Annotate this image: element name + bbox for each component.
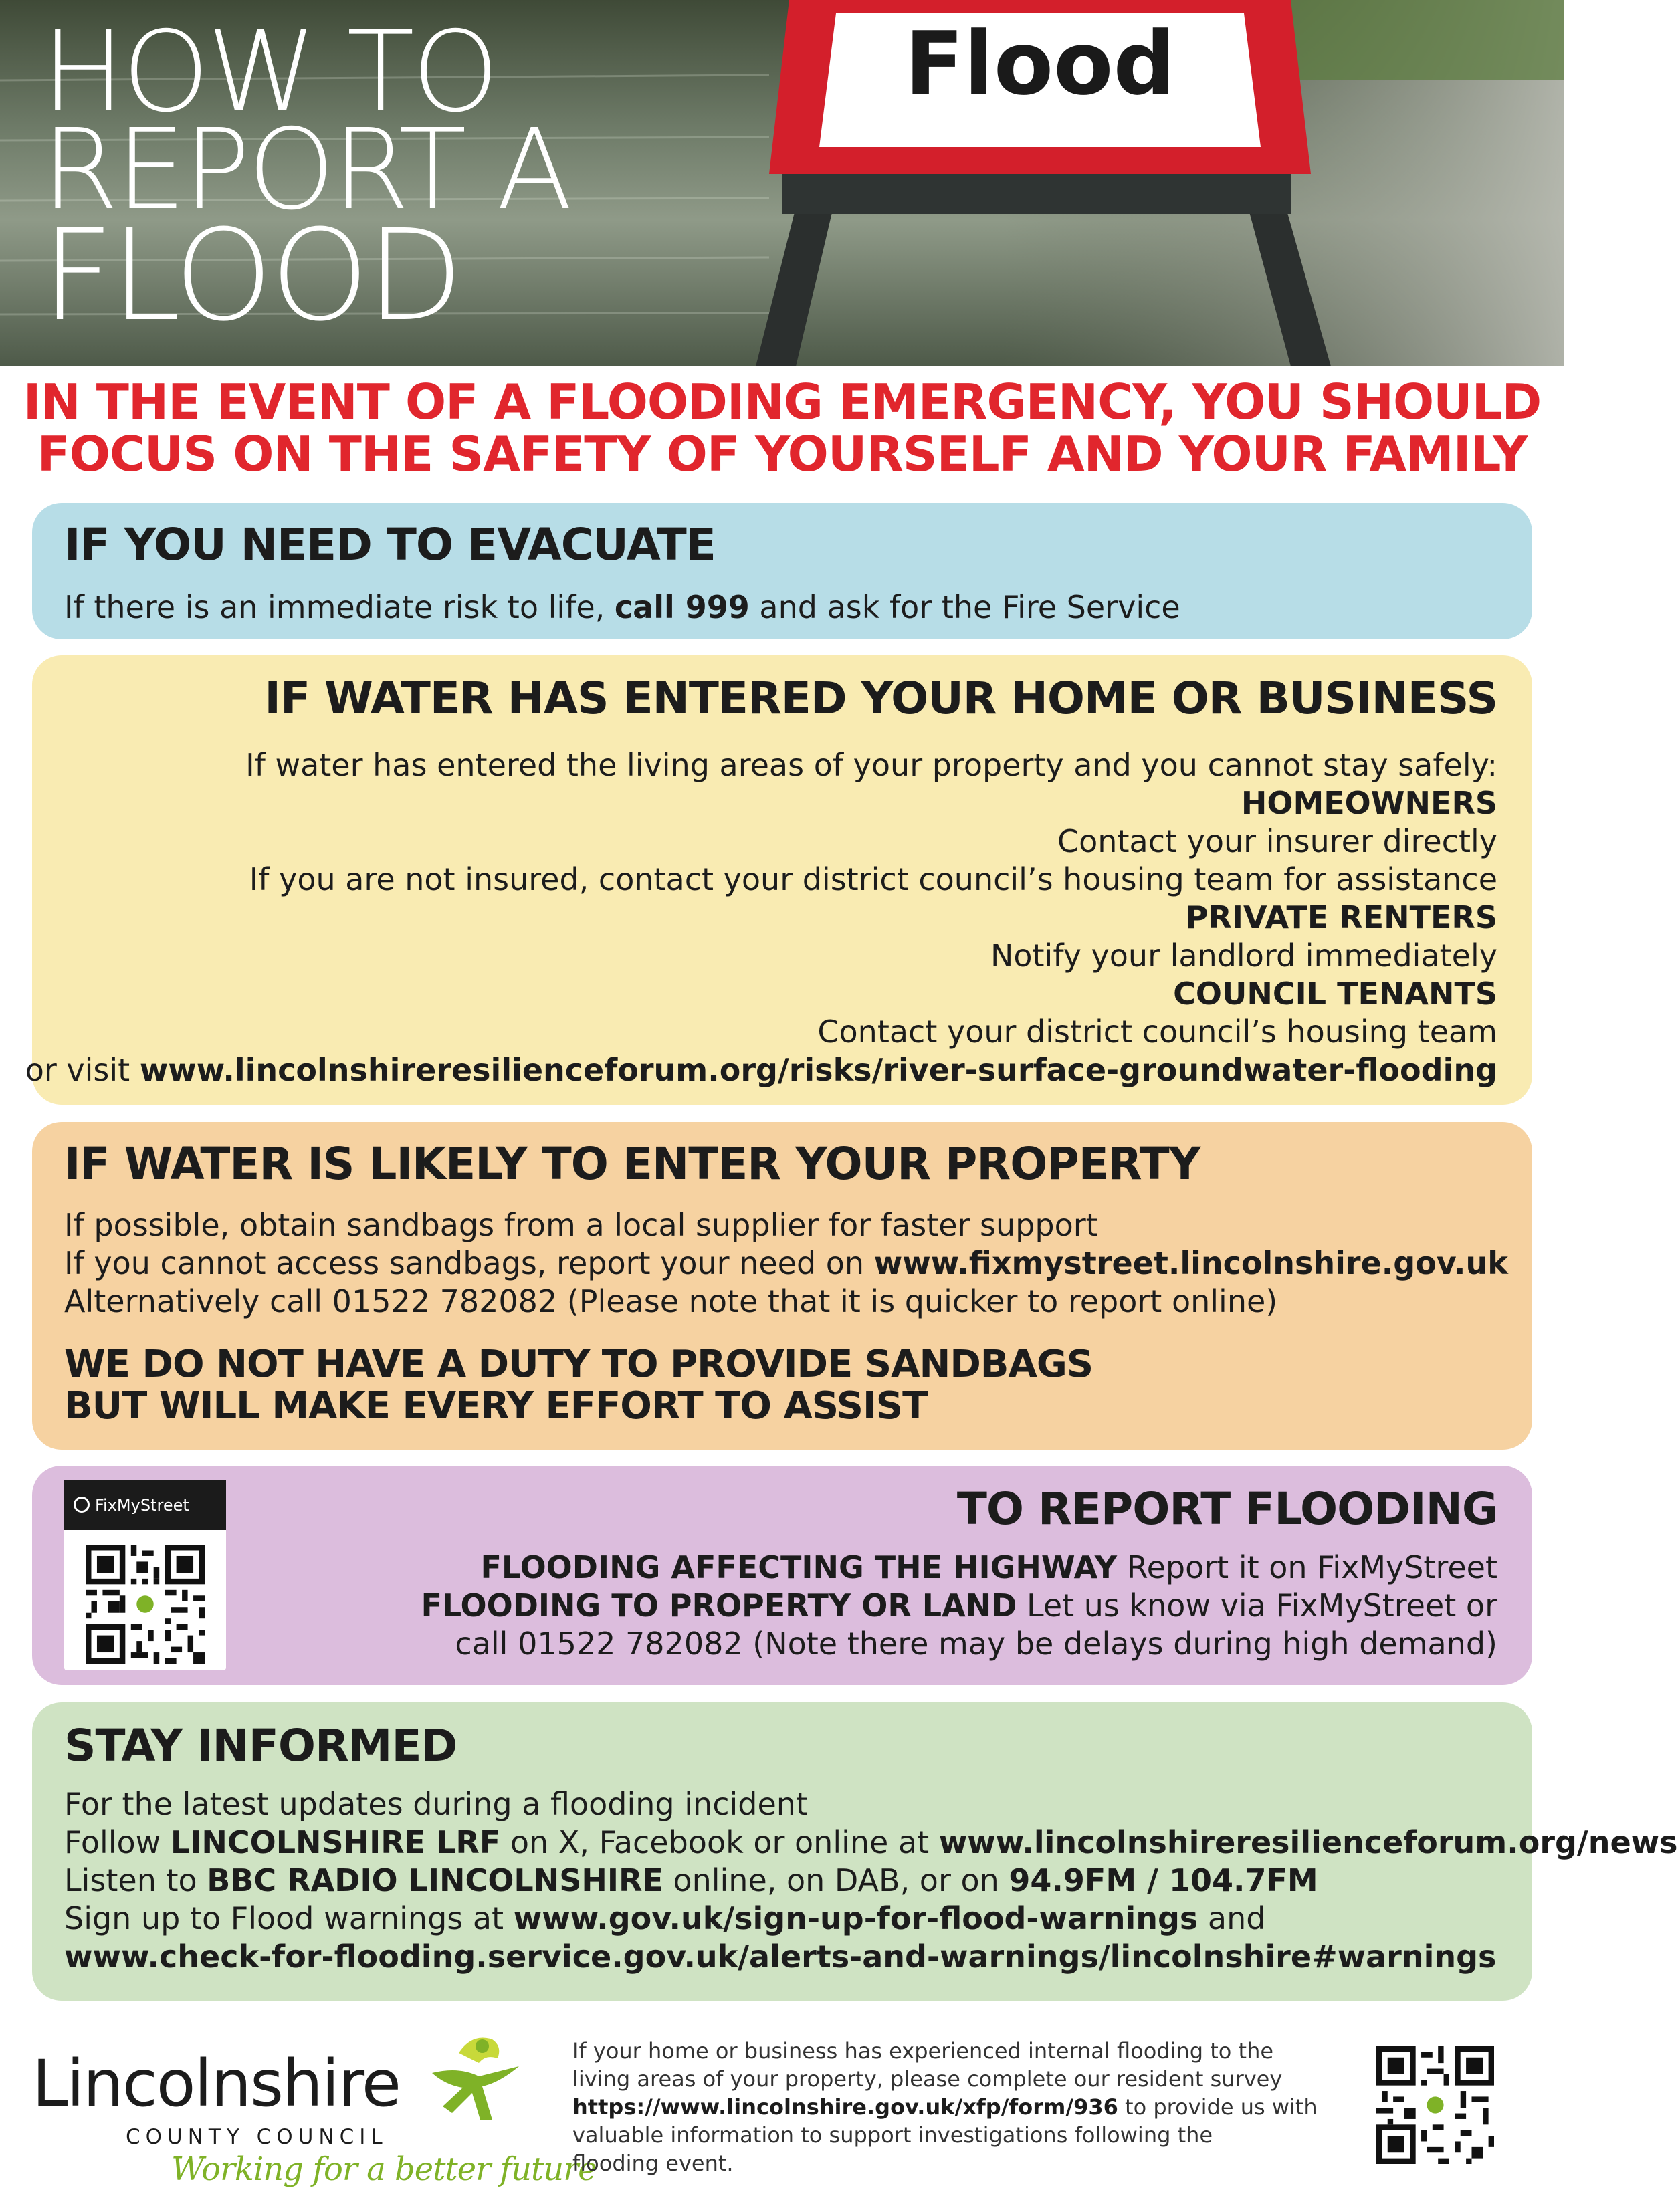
check-flooding-line bbox=[64, 1938, 1678, 1976]
visit-line bbox=[25, 1051, 1497, 1089]
text: Listen to bbox=[64, 1862, 207, 1898]
logo-word: Lincolnshire bbox=[32, 2046, 400, 2121]
survey-qr-code-icon[interactable] bbox=[1376, 2046, 1494, 2164]
survey-line: living areas of your property, please complete our resident survey bbox=[572, 2066, 1283, 2092]
call-999-text: call 999 bbox=[614, 589, 750, 625]
title-line: REPORT A bbox=[41, 106, 570, 235]
sandbag-report-text bbox=[64, 1244, 1508, 1283]
logo-subtitle: COUNTY COUNCIL bbox=[126, 2125, 388, 2149]
sandbag-duty-note bbox=[64, 1344, 1093, 1427]
text: Let us know via FixMyStreet or bbox=[1017, 1587, 1497, 1624]
intro-text: If water has entered the living areas of your property and you cannot stay safely: bbox=[245, 747, 1497, 783]
sign-text: Flood bbox=[904, 13, 1176, 114]
text: and bbox=[1198, 1900, 1266, 1937]
tenants-label: COUNCIL TENANTS bbox=[1173, 976, 1497, 1012]
text: If you cannot access sandbags, report your need on bbox=[64, 1245, 874, 1281]
qr-code-icon bbox=[86, 1545, 205, 1664]
survey-line: valuable information to support investigations following the bbox=[572, 2122, 1213, 2148]
resident-survey-text bbox=[572, 2037, 1348, 2177]
text: to provide us with bbox=[1118, 2094, 1318, 2120]
imp-figure-icon bbox=[419, 2026, 526, 2126]
signup-text bbox=[64, 1900, 1678, 1938]
property-text bbox=[421, 1587, 1497, 1625]
fixmystreet-label: FixMyStreet bbox=[95, 1496, 189, 1515]
text: Follow bbox=[64, 1824, 171, 1860]
text: or visit bbox=[25, 1052, 140, 1088]
fixmystreet-link[interactable]: www.fixmystreet.lincolnshire.gov.uk bbox=[873, 1245, 1508, 1281]
survey-line: flooding event. bbox=[572, 2150, 734, 2176]
property-phone-text: call 01522 782082 (Note there may be delays during high demand) bbox=[455, 1626, 1497, 1662]
headline-line: IN THE EVENT OF A FLOODING EMERGENCY, YOU SHOULD bbox=[23, 374, 1542, 430]
homeowners-label: HOMEOWNERS bbox=[1241, 785, 1497, 821]
sandbag-text: If possible, obtain sandbags from a local supplier for faster support bbox=[64, 1207, 1098, 1243]
title-line: HOW TO bbox=[41, 8, 497, 137]
water-likely-lines bbox=[64, 1206, 1508, 1321]
follow-text bbox=[64, 1823, 1678, 1862]
radio-text bbox=[64, 1862, 1678, 1900]
title-line: FLOOD bbox=[41, 203, 461, 349]
page-title bbox=[41, 8, 570, 349]
survey-line: If your home or business has experienced internal flooding to the bbox=[572, 2038, 1274, 2064]
report-flooding-lines bbox=[421, 1549, 1497, 1663]
text: Sign up to Flood warnings at bbox=[64, 1900, 514, 1937]
text: and ask for the Fire Service bbox=[749, 589, 1180, 625]
homeowners-text: Contact your insurer directly bbox=[1057, 823, 1497, 859]
water-entered-lines bbox=[25, 746, 1497, 1089]
flood-warnings-link[interactable]: www.gov.uk/sign-up-for-flood-warnings bbox=[513, 1900, 1198, 1937]
renters-label: PRIVATE RENTERS bbox=[1185, 899, 1497, 935]
hero-banner bbox=[0, 0, 1564, 366]
resilience-forum-link[interactable]: www.lincolnshireresilienceforum.org/risks/river-surface-groundwater-flooding bbox=[139, 1052, 1497, 1088]
evacuate-heading: IF YOU NEED TO EVACUATE bbox=[64, 519, 716, 570]
evacuate-panel bbox=[32, 503, 1532, 639]
headline-line: FOCUS ON THE SAFETY OF YOURSELF AND YOUR FAMILY bbox=[37, 426, 1528, 482]
lincolnshire-logo bbox=[32, 2026, 597, 2188]
safety-headline bbox=[0, 376, 1564, 480]
text: online, on DAB, or on bbox=[663, 1862, 1009, 1898]
report-flooding-panel bbox=[32, 1466, 1532, 1685]
text: If there is an immediate risk to life, bbox=[64, 589, 615, 625]
property-label: FLOODING TO PROPERTY OR LAND bbox=[421, 1587, 1017, 1624]
survey-link[interactable]: https://www.lincolnshire.gov.uk/xfp/form/936 bbox=[572, 2094, 1118, 2120]
stay-informed-heading: STAY INFORMED bbox=[64, 1720, 457, 1771]
fixmystreet-logo bbox=[64, 1480, 226, 1530]
phone-text: Alternatively call 01522 782082 (Please note that it is quicker to report online) bbox=[64, 1283, 1278, 1319]
tenants-text: Contact your district council’s housing team bbox=[817, 1014, 1497, 1050]
lrf-news-link[interactable]: www.lincolnshireresilienceforum.org/news bbox=[938, 1824, 1678, 1860]
fixmystreet-icon bbox=[74, 1497, 90, 1513]
report-flooding-heading: TO REPORT FLOODING bbox=[956, 1483, 1497, 1535]
updates-text: For the latest updates during a flooding incident bbox=[64, 1786, 808, 1822]
stay-informed-lines bbox=[64, 1785, 1678, 1976]
homeowners-text: If you are not insured, contact your district council’s housing team for assistance bbox=[249, 861, 1497, 897]
radio-label: BBC RADIO LINCOLNSHIRE bbox=[207, 1862, 663, 1898]
fixmystreet-qr-card[interactable] bbox=[64, 1480, 226, 1670]
water-likely-panel bbox=[32, 1122, 1532, 1450]
water-entered-panel bbox=[25, 655, 1532, 1105]
note-line: BUT WILL MAKE EVERY EFFORT TO ASSIST bbox=[64, 1384, 928, 1428]
renters-text: Notify your landlord immediately bbox=[990, 937, 1497, 974]
stay-informed-panel bbox=[32, 1702, 1678, 2001]
highway-label: FLOODING AFFECTING THE HIGHWAY bbox=[480, 1549, 1118, 1585]
text: on X, Facebook or online at bbox=[500, 1824, 939, 1860]
check-flooding-link[interactable]: www.check-for-flooding.service.gov.uk/alerts-and-warnings/lincolnshire#warnings bbox=[64, 1939, 1497, 1975]
logo-tagline: Working for a better future bbox=[171, 2150, 597, 2188]
water-entered-heading: IF WATER HAS ENTERED YOUR HOME OR BUSINESS bbox=[264, 673, 1497, 724]
lrf-label: LINCOLNSHIRE LRF bbox=[170, 1824, 501, 1860]
evacuate-text bbox=[64, 588, 1180, 627]
water-likely-heading: IF WATER IS LIKELY TO ENTER YOUR PROPERTY bbox=[64, 1138, 1200, 1190]
survey-line bbox=[572, 2093, 1348, 2121]
radio-frequency: 94.9FM / 104.7FM bbox=[1009, 1862, 1318, 1898]
highway-text bbox=[421, 1549, 1497, 1587]
text: Report it on FixMyStreet bbox=[1117, 1549, 1497, 1585]
note-line: WE DO NOT HAVE A DUTY TO PROVIDE SANDBAGS bbox=[64, 1343, 1093, 1386]
